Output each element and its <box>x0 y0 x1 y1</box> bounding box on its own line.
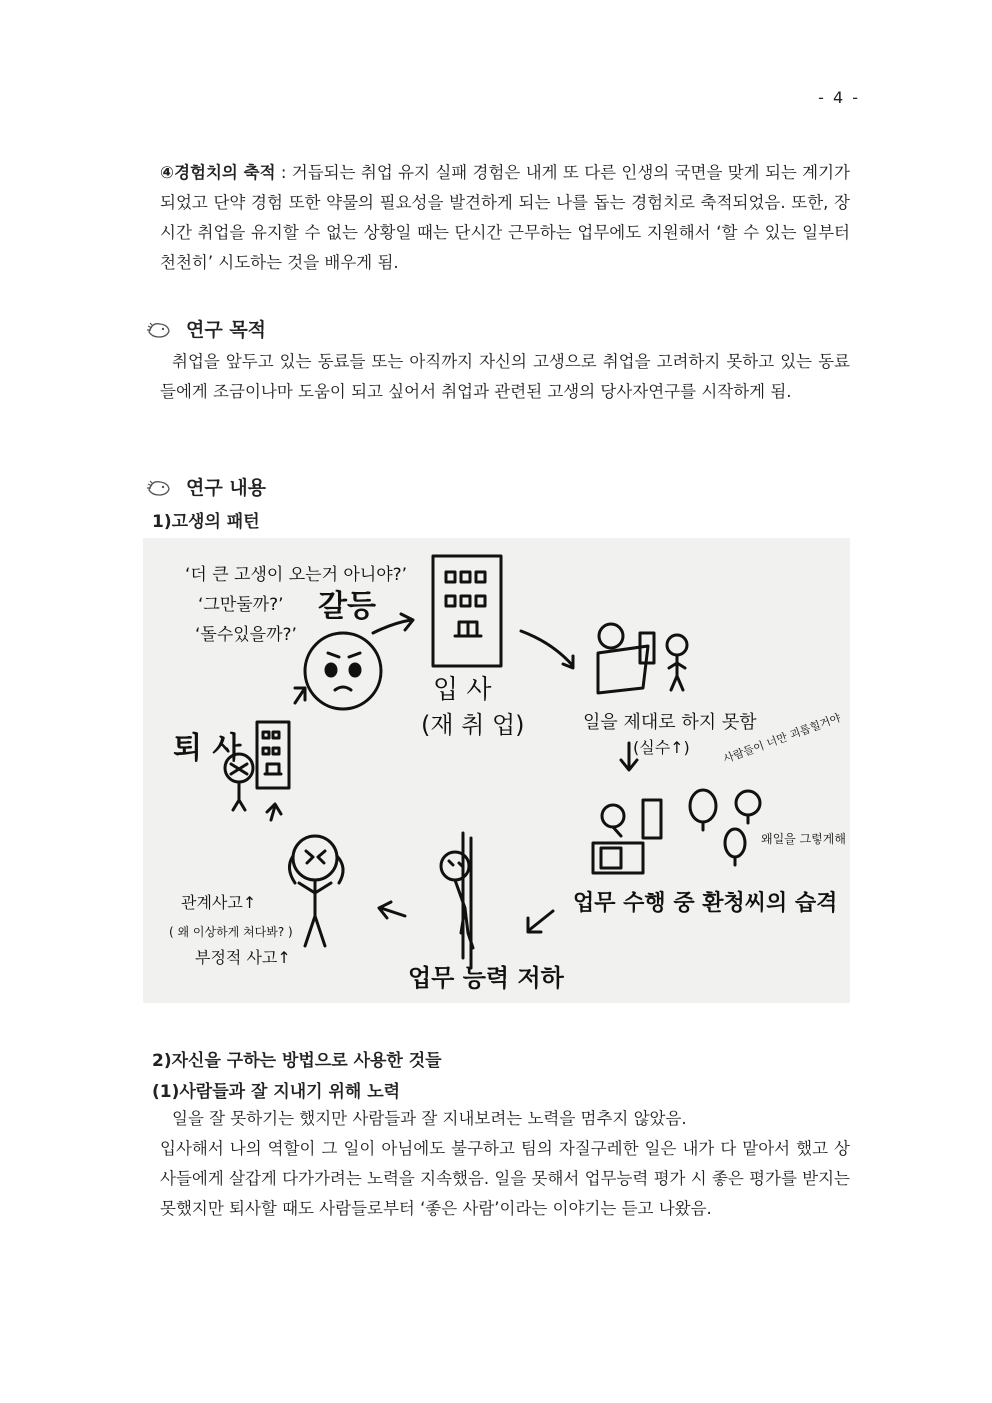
bird-icon <box>146 318 172 340</box>
label-negative-thinking: 부정적 사고↑ <box>195 948 291 967</box>
label-join: 입 사 <box>433 675 492 705</box>
intro-paragraph <box>160 158 850 278</box>
intro-text: : 거듭되는 취업 유지 실패 경험은 내게 또 다른 인생의 국면을 맞게 되는 계기가 되었고 단약 경험 또한 약물의 필요성을 발견하게 되는 나를 돕는 경험치로 축적되었음. 또한, 장시간 취업을 유지할 수 없는 상황일 때는 단시간 근무하는 업무에도 지원해서 ‘할 수 있는 일부터 천천히’ 시도하는 것을 배우게 됨. <box>160 163 850 272</box>
intro-bold-label: ④경험치의 축적 <box>160 163 276 182</box>
purpose-text: 취업을 앞두고 있는 동료들 또는 아직까지 자신의 고생으로 취업을 고려하지 못하고 있는 동료들에게 조금이나마 도움이 되고 싶어서 취업과 관련된 고생의 당사자연구를 시작하게 됨. <box>160 352 850 401</box>
bird-icon <box>146 476 172 498</box>
label-hallucination: 업무 수행 중 환청씨의 습격 <box>573 891 838 916</box>
cycle-drawing <box>143 538 850 1003</box>
label-mistake: (실수↑) <box>633 738 690 757</box>
quote-bigger-hardship: ‘더 큰 고생이 오는거 아니야?’ <box>185 565 408 585</box>
subheading-get-along: (1)사람들과 잘 지내기 위해 노력 <box>152 1082 401 1102</box>
quote-quit: ‘그만둘까?’ <box>198 595 284 615</box>
quote-can-return: ‘돌수있을까?’ <box>195 625 297 645</box>
label-ability-drop: 업무 능력 저하 <box>408 964 564 992</box>
section-purpose-heading <box>146 315 266 342</box>
label-resign: 퇴 사 <box>173 731 242 766</box>
label-cant-work: 일을 제대로 하지 못함 <box>583 712 757 733</box>
note-why-work: 왜일을 그렇게해 <box>761 832 846 846</box>
section-content-heading <box>146 473 266 500</box>
get-along-text-2: 입사해서 나의 역할이 그 일이 아님에도 불구하고 팀의 자질구레한 일은 내가 다 맡아서 했고 상사들에게 살갑게 다가가려는 노력을 지속했음. 일을 못해서 업무능력 평가 시 좋은 평가를 받지는 못했지만 퇴사할 때도 사람들로부터 ‘좋은 사람’이라는 이야기는 듣고 나왔음. <box>160 1139 850 1218</box>
get-along-text-1: 일을 잘 못하기는 했지만 사람들과 잘 지내보려는 노력을 멈추지 않았음. <box>172 1109 687 1128</box>
section-purpose-title: 연구 목적 <box>186 319 267 341</box>
get-along-paragraph-2 <box>160 1134 850 1224</box>
label-why-staring: ( 왜 이상하게 쳐다봐? ) <box>169 925 293 939</box>
section-content-title: 연구 내용 <box>186 477 267 499</box>
label-rejob: (재 취 업) <box>421 711 525 739</box>
hardship-pattern-illustration <box>143 538 850 1003</box>
page-number: - 4 - <box>818 88 860 107</box>
note-people-bully: 사람들이 너만 괴롭힐거야 <box>721 711 843 766</box>
subheading-self-rescue: 2)자신을 구하는 방법으로 사용한 것들 <box>152 1051 442 1071</box>
label-relation-thinking: 관계사고↑ <box>181 893 257 912</box>
purpose-paragraph <box>160 347 850 407</box>
subheading-hardship-pattern: 1)고생의 패턴 <box>152 512 260 532</box>
label-conflict: 갈등 <box>318 589 376 624</box>
get-along-paragraph-1 <box>160 1104 850 1134</box>
